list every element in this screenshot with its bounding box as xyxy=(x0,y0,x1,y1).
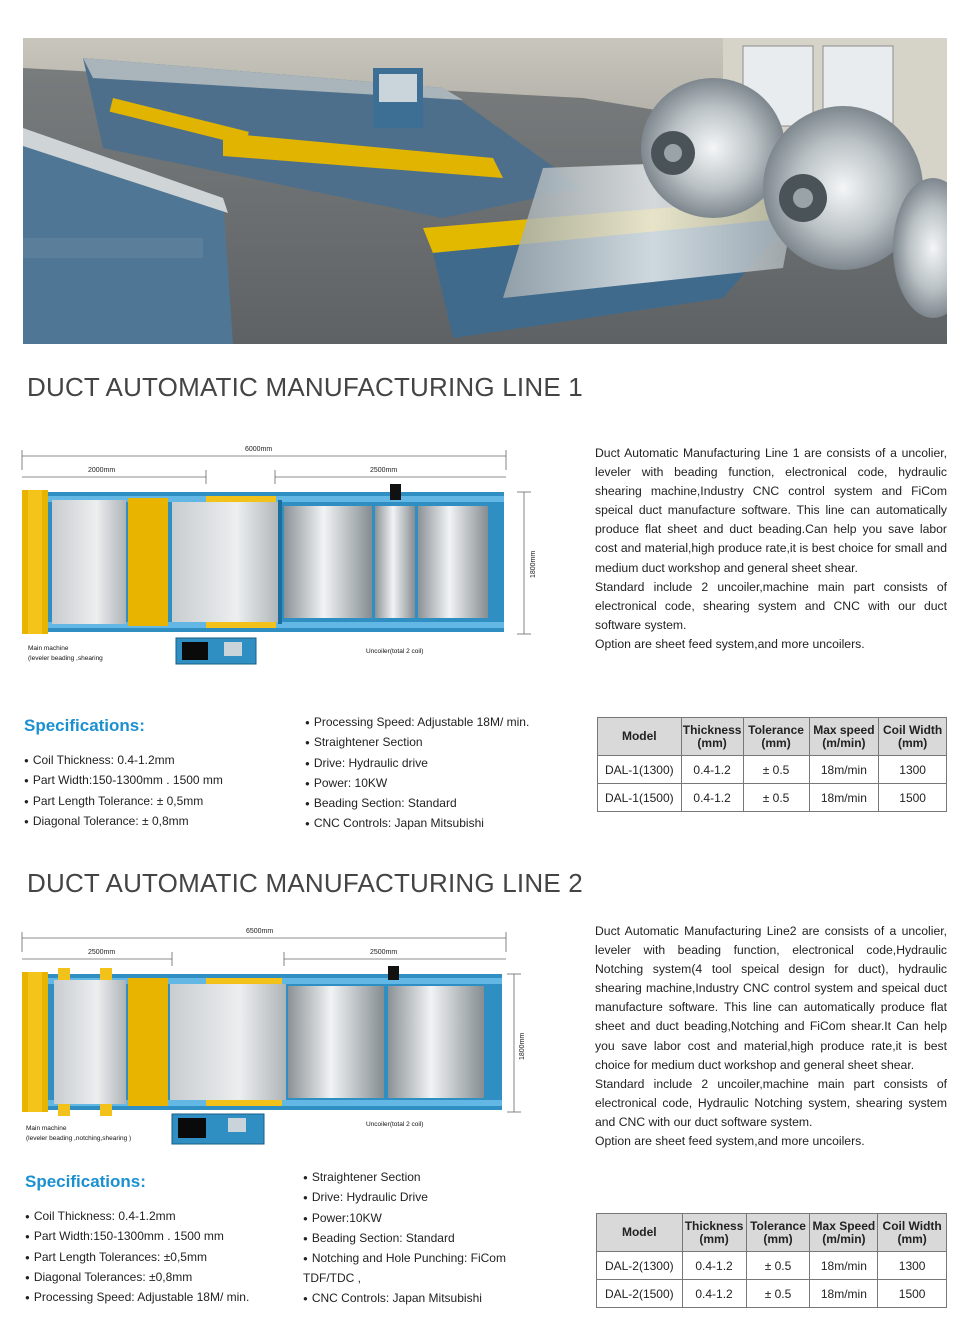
line1-description-paragraph: Duct Automatic Manufacturing Line 1 are consists of a uncolier, leveler with beading function, electronical code, hydraulic shearing machine,Industry CNC control system and FiCom speical duct manufacture software. This line can automatically produce flat sheet and duct beading.Can help you save labor cost and material,high produce rate,it is best choice for small and medium duct workshop and general sheet shear. xyxy=(595,446,947,575)
spec-item: ● Part Length Tolerance: ± 0,5mm xyxy=(24,792,223,812)
spec-item: ● Drive: Hydraulic drive xyxy=(305,754,529,774)
line1-spec-title: Specifications: xyxy=(24,716,145,735)
line2-specs-right xyxy=(303,1168,543,1309)
line1-right-length: 2500mm xyxy=(370,467,398,474)
line2-uncoiler-label: Uncoiler(total 2 coil) xyxy=(366,1121,424,1128)
line1-height: 1800mm xyxy=(530,550,537,578)
spec-item: ● Power: 10KW xyxy=(305,774,529,794)
spec-item: ● Part Width:150-1300mm . 1500 mm xyxy=(25,1227,249,1247)
table-header-cell: Model xyxy=(598,718,682,756)
line1-main-label: Main machine xyxy=(28,645,69,652)
line2-total-length: 6500mm xyxy=(246,928,274,935)
line1-description-paragraph: Option are sheet feed system,and more uncoilers. xyxy=(595,636,865,651)
table-row xyxy=(598,784,947,812)
spec-item: ● CNC Controls: Japan Mitsubishi xyxy=(305,814,529,834)
table-header-row xyxy=(598,718,947,756)
table-row xyxy=(598,756,947,784)
line2-spec-title: Specifications: xyxy=(25,1172,146,1191)
line2-title: DUCT AUTOMATIC MANUFACTURING LINE 2 xyxy=(27,868,583,898)
table-cell: DAL-1(1500) xyxy=(598,784,682,812)
table-row xyxy=(597,1252,947,1280)
spec-item: ● Diagonal Tolerance: ± 0,8mm xyxy=(24,812,223,832)
table-cell: DAL-2(1500) xyxy=(597,1280,683,1308)
spec-item: ● Coil Thickness: 0.4-1.2mm xyxy=(24,751,223,771)
line2-main-sublabel: (leveler beading ,notching,shearing ) xyxy=(26,1135,132,1142)
line2-spec-table xyxy=(596,1213,947,1308)
spec-item: ● Diagonal Tolerances: ±0,8mm xyxy=(25,1268,249,1288)
factory-photo xyxy=(23,38,947,344)
line1-specs-left xyxy=(24,751,223,832)
table-header-cell: Coil Width (mm) xyxy=(878,1214,947,1252)
line2-right-length: 2500mm xyxy=(370,949,398,956)
spec-item: ● Notching and Hole Punching: FiCom TDF/TDC , xyxy=(303,1249,543,1289)
table-header-cell: Max speed (m/min) xyxy=(809,718,879,756)
line1-total-length: 6000mm xyxy=(245,446,273,453)
spec-item: ● Straightener Section xyxy=(303,1168,543,1188)
spec-item: ● Processing Speed: Adjustable 18M/ min. xyxy=(305,713,529,733)
table-cell: 18m/min xyxy=(809,756,879,784)
table-header-cell: Model xyxy=(597,1214,683,1252)
table-row xyxy=(597,1280,947,1308)
line2-layout-diagram xyxy=(20,922,540,1152)
line1-description-paragraph: Standard include 2 uncoiler,machine main part consists of electronical code, shearing system and CNC with our duct software system. xyxy=(595,579,947,632)
table-cell: DAL-2(1300) xyxy=(597,1252,683,1280)
line1-layout-diagram xyxy=(20,440,540,670)
table-header-cell: Thickness (mm) xyxy=(681,718,743,756)
table-cell: 1500 xyxy=(878,1280,947,1308)
table-cell: ± 0.5 xyxy=(743,756,809,784)
spec-item: ● Processing Speed: Adjustable 18M/ min. xyxy=(25,1288,249,1308)
factory-photo-illustration xyxy=(23,38,947,344)
table-cell: 1300 xyxy=(878,1252,947,1280)
table-cell: DAL-1(1300) xyxy=(598,756,682,784)
line2-specs-left xyxy=(25,1207,249,1308)
spec-item: ● Coil Thickness: 0.4-1.2mm xyxy=(25,1207,249,1227)
spec-item: ● Straightener Section xyxy=(305,733,529,753)
table-cell: ± 0.5 xyxy=(743,784,809,812)
table-cell: 1500 xyxy=(879,784,947,812)
line2-height: 1800mm xyxy=(519,1032,526,1060)
line1-spec-table xyxy=(597,717,947,812)
line1-title: DUCT AUTOMATIC MANUFACTURING LINE 1 xyxy=(27,372,583,402)
spec-item: ● Part Width:150-1300mm . 1500 mm xyxy=(24,771,223,791)
table-cell: 18m/min xyxy=(810,1252,878,1280)
line1-specs-right xyxy=(305,713,529,835)
line1-main-sublabel: (leveler beading ,shearing xyxy=(28,655,103,662)
table-cell: 0.4-1.2 xyxy=(681,756,743,784)
line2-description-paragraph: Standard include 2 uncoiler,machine main part consists of electronical code, Hydraulic Notching system, shearing system and CNC with our duct software system. xyxy=(595,1076,947,1129)
table-cell: 0.4-1.2 xyxy=(682,1252,746,1280)
table-header-cell: Tolerance (mm) xyxy=(746,1214,810,1252)
line1-description xyxy=(595,444,947,654)
table-header-row xyxy=(597,1214,947,1252)
line2-main-label: Main machine xyxy=(26,1125,67,1132)
table-cell: 18m/min xyxy=(809,784,879,812)
line2-description-paragraph: Duct Automatic Manufacturing Line2 are consists of a uncolier, leveler with beading function, electronical code,Hydraulic Notching system(4 tool speical design for duct), hydraulic shearing machine,Industry CNC control system and speical duct manufacture software. This line can automatically produce flat sheet and duct beading,Notching and FiCom shear.It Can help you save labor cost and material,high produce rate,it is best choice for medium duct workshop and general sheet shear. xyxy=(595,924,947,1072)
table-header-cell: Coil Width (mm) xyxy=(879,718,947,756)
table-cell: ± 0.5 xyxy=(746,1280,810,1308)
spec-item: ● Beading Section: Standard xyxy=(303,1229,543,1249)
table-header-cell: Tolerance (mm) xyxy=(743,718,809,756)
table-cell: 1300 xyxy=(879,756,947,784)
spec-item: ● CNC Controls: Japan Mitsubishi xyxy=(303,1289,543,1309)
spec-item: ● Beading Section: Standard xyxy=(305,794,529,814)
spec-item: ● Power:10KW xyxy=(303,1209,543,1229)
line2-description xyxy=(595,922,947,1151)
line1-left-length: 2000mm xyxy=(88,467,116,474)
table-header-cell: Max Speed (m/min) xyxy=(810,1214,878,1252)
table-cell: 0.4-1.2 xyxy=(681,784,743,812)
table-cell: 0.4-1.2 xyxy=(682,1280,746,1308)
line2-description-paragraph: Option are sheet feed system,and more uncoilers. xyxy=(595,1134,865,1149)
line1-uncoiler-label: Uncoiler(total 2 coil) xyxy=(366,648,424,655)
line2-left-length: 2500mm xyxy=(88,949,116,956)
spec-item: ● Part Length Tolerances: ±0,5mm xyxy=(25,1248,249,1268)
table-cell: ± 0.5 xyxy=(746,1252,810,1280)
spec-item: ● Drive: Hydraulic Drive xyxy=(303,1188,543,1208)
table-header-cell: Thickness (mm) xyxy=(682,1214,746,1252)
table-cell: 18m/min xyxy=(810,1280,878,1308)
